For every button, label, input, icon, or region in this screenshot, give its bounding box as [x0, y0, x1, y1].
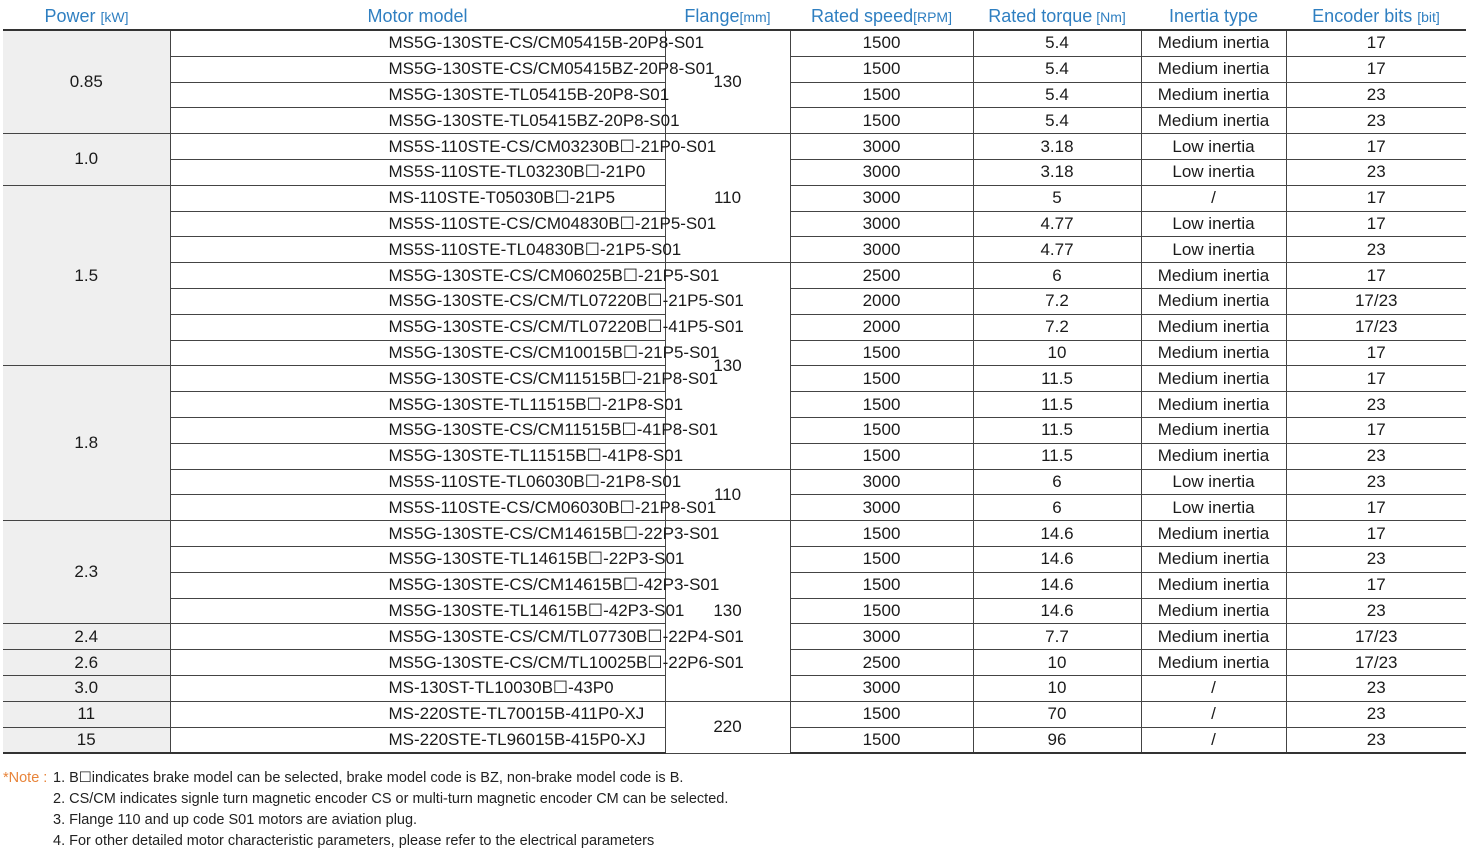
encoder-cell: 17	[1286, 56, 1466, 82]
model-cell: MS5G-130STE-CS/CM/TL07220B☐-41P5-S01	[170, 314, 665, 340]
torque-cell: 14.6	[973, 546, 1141, 572]
model-cell: MS5S-110STE-CS/CM03230B☐-21P0-S01	[170, 134, 665, 160]
model-cell: MS-130ST-TL10030B☐-43P0	[170, 675, 665, 701]
speed-cell: 1500	[790, 521, 973, 547]
model-cell: MS5G-130STE-TL14615B☐-22P3-S01	[170, 546, 665, 572]
encoder-cell: 23	[1286, 701, 1466, 727]
model-cell: MS5G-130STE-CS/CM/TL10025B☐-22P6-S01	[170, 650, 665, 676]
header-row	[3, 3, 1466, 30]
speed-cell: 1500	[790, 82, 973, 108]
encoder-cell: 23	[1286, 82, 1466, 108]
model-cell: MS-110STE-T05030B☐-21P5	[170, 185, 665, 211]
model-cell: MS-220STE-TL70015B-411P0-XJ	[170, 701, 665, 727]
power-cell: 2.4	[3, 624, 170, 650]
inertia-cell: Medium inertia	[1141, 443, 1286, 469]
encoder-cell: 23	[1286, 469, 1466, 495]
power-cell: 3.0	[3, 675, 170, 701]
encoder-cell: 17	[1286, 30, 1466, 56]
flange-cell: 130	[665, 521, 790, 702]
model-cell: MS5G-130STE-TL05415B-20P8-S01	[170, 82, 665, 108]
torque-cell: 4.77	[973, 237, 1141, 263]
inertia-cell: Low inertia	[1141, 159, 1286, 185]
torque-cell: 96	[973, 727, 1141, 753]
model-cell: MS5S-110STE-TL03230B☐-21P0	[170, 159, 665, 185]
torque-cell: 3.18	[973, 159, 1141, 185]
spec-table-body	[3, 30, 1466, 753]
power-cell: 11	[3, 701, 170, 727]
inertia-cell: /	[1141, 727, 1286, 753]
torque-cell: 14.6	[973, 598, 1141, 624]
model-cell: MS5G-130STE-TL14615B☐-42P3-S01	[170, 598, 665, 624]
model-cell: MS5G-130STE-CS/CM/TL07730B☐-22P4-S01	[170, 624, 665, 650]
flange-column-header: Flange[mm]	[665, 3, 790, 30]
model-cell: MS5G-130STE-CS/CM05415B-20P8-S01	[170, 30, 665, 56]
torque-cell: 6	[973, 469, 1141, 495]
encoder-column-header: Encoder bits [bit]	[1286, 3, 1466, 30]
model-cell: MS5G-130STE-CS/CM10015B☐-21P5-S01	[170, 340, 665, 366]
flange-cell: 110	[665, 469, 790, 521]
speed-cell: 3000	[790, 495, 973, 521]
model-cell: MS5G-130STE-CS/CM/TL07220B☐-21P5-S01	[170, 288, 665, 314]
inertia-cell: /	[1141, 701, 1286, 727]
power-cell: 0.85	[3, 30, 170, 134]
torque-cell: 5	[973, 185, 1141, 211]
table-row	[3, 469, 1466, 495]
inertia-cell: Medium inertia	[1141, 417, 1286, 443]
torque-column-header: Rated torque [Nm]	[973, 3, 1141, 30]
encoder-cell: 17	[1286, 495, 1466, 521]
encoder-cell: 17	[1286, 134, 1466, 160]
speed-cell: 1500	[790, 108, 973, 134]
inertia-cell: Low inertia	[1141, 469, 1286, 495]
speed-cell: 1500	[790, 56, 973, 82]
inertia-cell: Medium inertia	[1141, 392, 1286, 418]
inertia-cell: Medium inertia	[1141, 288, 1286, 314]
table-row	[3, 263, 1466, 289]
torque-cell: 6	[973, 495, 1141, 521]
torque-cell: 5.4	[973, 30, 1141, 56]
torque-cell: 14.6	[973, 521, 1141, 547]
torque-cell: 3.18	[973, 134, 1141, 160]
encoder-cell: 23	[1286, 108, 1466, 134]
speed-cell: 1500	[790, 392, 973, 418]
torque-cell: 5.4	[973, 108, 1141, 134]
model-cell: MS5S-110STE-CS/CM06030B☐-21P8-S01	[170, 495, 665, 521]
inertia-cell: Low inertia	[1141, 211, 1286, 237]
model-cell: MS5G-130STE-CS/CM11515B☐-41P8-S01	[170, 417, 665, 443]
power-cell: 1.8	[3, 366, 170, 521]
inertia-cell: Medium inertia	[1141, 572, 1286, 598]
torque-cell: 4.77	[973, 211, 1141, 237]
model-cell: MS5S-110STE-TL06030B☐-21P8-S01	[170, 469, 665, 495]
speed-column-header: Rated speed[RPM]	[790, 3, 973, 30]
torque-cell: 11.5	[973, 392, 1141, 418]
inertia-cell: Medium inertia	[1141, 314, 1286, 340]
inertia-cell: Low inertia	[1141, 495, 1286, 521]
table-row	[3, 650, 1466, 676]
speed-cell: 3000	[790, 675, 973, 701]
torque-cell: 11.5	[973, 417, 1141, 443]
flange-cell: 220	[665, 701, 790, 753]
model-cell: MS5G-130STE-CS/CM05415BZ-20P8-S01	[170, 56, 665, 82]
inertia-cell: Medium inertia	[1141, 366, 1286, 392]
encoder-cell: 17	[1286, 417, 1466, 443]
torque-cell: 6	[973, 263, 1141, 289]
model-cell: MS5G-130STE-CS/CM14615B☐-22P3-S01	[170, 521, 665, 547]
model-cell: MS5G-130STE-TL11515B☐-41P8-S01	[170, 443, 665, 469]
encoder-cell: 17	[1286, 211, 1466, 237]
model-cell: MS5G-130STE-CS/CM11515B☐-21P8-S01	[170, 366, 665, 392]
inertia-cell: Medium inertia	[1141, 56, 1286, 82]
speed-cell: 1500	[790, 340, 973, 366]
table-row	[3, 134, 1466, 160]
note-item: 3. Flange 110 and up code S01 motors are aviation plug.	[53, 812, 418, 828]
speed-cell: 1500	[790, 727, 973, 753]
inertia-cell: Medium inertia	[1141, 624, 1286, 650]
power-cell: 2.6	[3, 650, 170, 676]
encoder-cell: 23	[1286, 159, 1466, 185]
speed-cell: 1500	[790, 366, 973, 392]
notes-section	[3, 768, 728, 852]
torque-cell: 10	[973, 340, 1141, 366]
flange-cell: 130	[665, 30, 790, 134]
encoder-cell: 23	[1286, 443, 1466, 469]
encoder-cell: 17	[1286, 572, 1466, 598]
model-cell: MS5G-130STE-CS/CM14615B☐-42P3-S01	[170, 572, 665, 598]
model-cell: MS5S-110STE-TL04830B☐-21P5-S01	[170, 237, 665, 263]
note-item: 2. CS/CM indicates signle turn magnetic encoder CS or multi-turn magnetic encoder CM can be selected.	[53, 791, 729, 807]
speed-cell: 2000	[790, 288, 973, 314]
inertia-cell: Medium inertia	[1141, 546, 1286, 572]
model-cell: MS5S-110STE-CS/CM04830B☐-21P5-S01	[170, 211, 665, 237]
inertia-cell: Medium inertia	[1141, 650, 1286, 676]
speed-cell: 3000	[790, 159, 973, 185]
speed-cell: 2500	[790, 650, 973, 676]
model-cell: MS5G-130STE-TL05415BZ-20P8-S01	[170, 108, 665, 134]
flange-cell: 130	[665, 263, 790, 469]
encoder-cell: 17	[1286, 263, 1466, 289]
model-column-header: Motor model	[170, 3, 665, 30]
power-cell: 1.5	[3, 185, 170, 366]
torque-cell: 10	[973, 675, 1141, 701]
speed-cell: 1500	[790, 572, 973, 598]
speed-cell: 1500	[790, 443, 973, 469]
encoder-cell: 17	[1286, 340, 1466, 366]
speed-cell: 1500	[790, 546, 973, 572]
power-column-header: Power [kW]	[3, 3, 170, 30]
inertia-cell: Medium inertia	[1141, 263, 1286, 289]
note-item: 4. For other detailed motor characteristic parameters, please refer to the electrical parameters	[53, 833, 655, 849]
encoder-cell: 17	[1286, 185, 1466, 211]
encoder-cell: 23	[1286, 392, 1466, 418]
torque-cell: 5.4	[973, 82, 1141, 108]
encoder-cell: 17/23	[1286, 624, 1466, 650]
speed-cell: 3000	[790, 624, 973, 650]
inertia-cell: Low inertia	[1141, 237, 1286, 263]
power-cell: 1.0	[3, 134, 170, 186]
speed-cell: 2500	[790, 263, 973, 289]
inertia-cell: Medium inertia	[1141, 340, 1286, 366]
speed-cell: 3000	[790, 211, 973, 237]
torque-cell: 11.5	[973, 443, 1141, 469]
inertia-cell: Medium inertia	[1141, 108, 1286, 134]
encoder-cell: 23	[1286, 727, 1466, 753]
inertia-cell: Medium inertia	[1141, 82, 1286, 108]
speed-cell: 1500	[790, 417, 973, 443]
torque-cell: 14.6	[973, 572, 1141, 598]
power-cell: 2.3	[3, 521, 170, 624]
encoder-cell: 17	[1286, 521, 1466, 547]
motor-spec-table	[3, 3, 1466, 754]
table-row	[3, 314, 1466, 340]
speed-cell: 1500	[790, 30, 973, 56]
encoder-cell: 17/23	[1286, 314, 1466, 340]
encoder-cell: 23	[1286, 546, 1466, 572]
inertia-cell: Medium inertia	[1141, 598, 1286, 624]
speed-cell: 3000	[790, 237, 973, 263]
inertia-cell: Low inertia	[1141, 134, 1286, 160]
speed-cell: 1500	[790, 701, 973, 727]
table-row	[3, 521, 1466, 547]
model-cell: MS5G-130STE-CS/CM06025B☐-21P5-S01	[170, 263, 665, 289]
notes-label: *Note :	[3, 770, 48, 786]
inertia-cell: Medium inertia	[1141, 30, 1286, 56]
note-item: 1. B☐indicates brake model can be selected, brake model code is BZ, non-brake model code is B.	[53, 770, 684, 786]
inertia-column-header: Inertia type	[1141, 3, 1286, 30]
encoder-cell: 23	[1286, 675, 1466, 701]
power-cell: 15	[3, 727, 170, 753]
flange-cell: 110	[665, 134, 790, 263]
torque-cell: 7.7	[973, 624, 1141, 650]
inertia-cell: /	[1141, 675, 1286, 701]
encoder-cell: 17/23	[1286, 650, 1466, 676]
torque-cell: 7.2	[973, 288, 1141, 314]
encoder-cell: 23	[1286, 237, 1466, 263]
inertia-cell: Medium inertia	[1141, 521, 1286, 547]
speed-cell: 1500	[790, 598, 973, 624]
torque-cell: 7.2	[973, 314, 1141, 340]
table-row	[3, 288, 1466, 314]
model-cell: MS5G-130STE-TL11515B☐-21P8-S01	[170, 392, 665, 418]
speed-cell: 2000	[790, 314, 973, 340]
torque-cell: 70	[973, 701, 1141, 727]
speed-cell: 3000	[790, 469, 973, 495]
encoder-cell: 17	[1286, 366, 1466, 392]
torque-cell: 11.5	[973, 366, 1141, 392]
encoder-cell: 17/23	[1286, 288, 1466, 314]
torque-cell: 5.4	[973, 56, 1141, 82]
speed-cell: 3000	[790, 134, 973, 160]
model-cell: MS-220STE-TL96015B-415P0-XJ	[170, 727, 665, 753]
inertia-cell: /	[1141, 185, 1286, 211]
table-row	[3, 701, 1466, 727]
speed-cell: 3000	[790, 185, 973, 211]
table-row	[3, 624, 1466, 650]
table-row	[3, 30, 1466, 56]
encoder-cell: 23	[1286, 598, 1466, 624]
torque-cell: 10	[973, 650, 1141, 676]
